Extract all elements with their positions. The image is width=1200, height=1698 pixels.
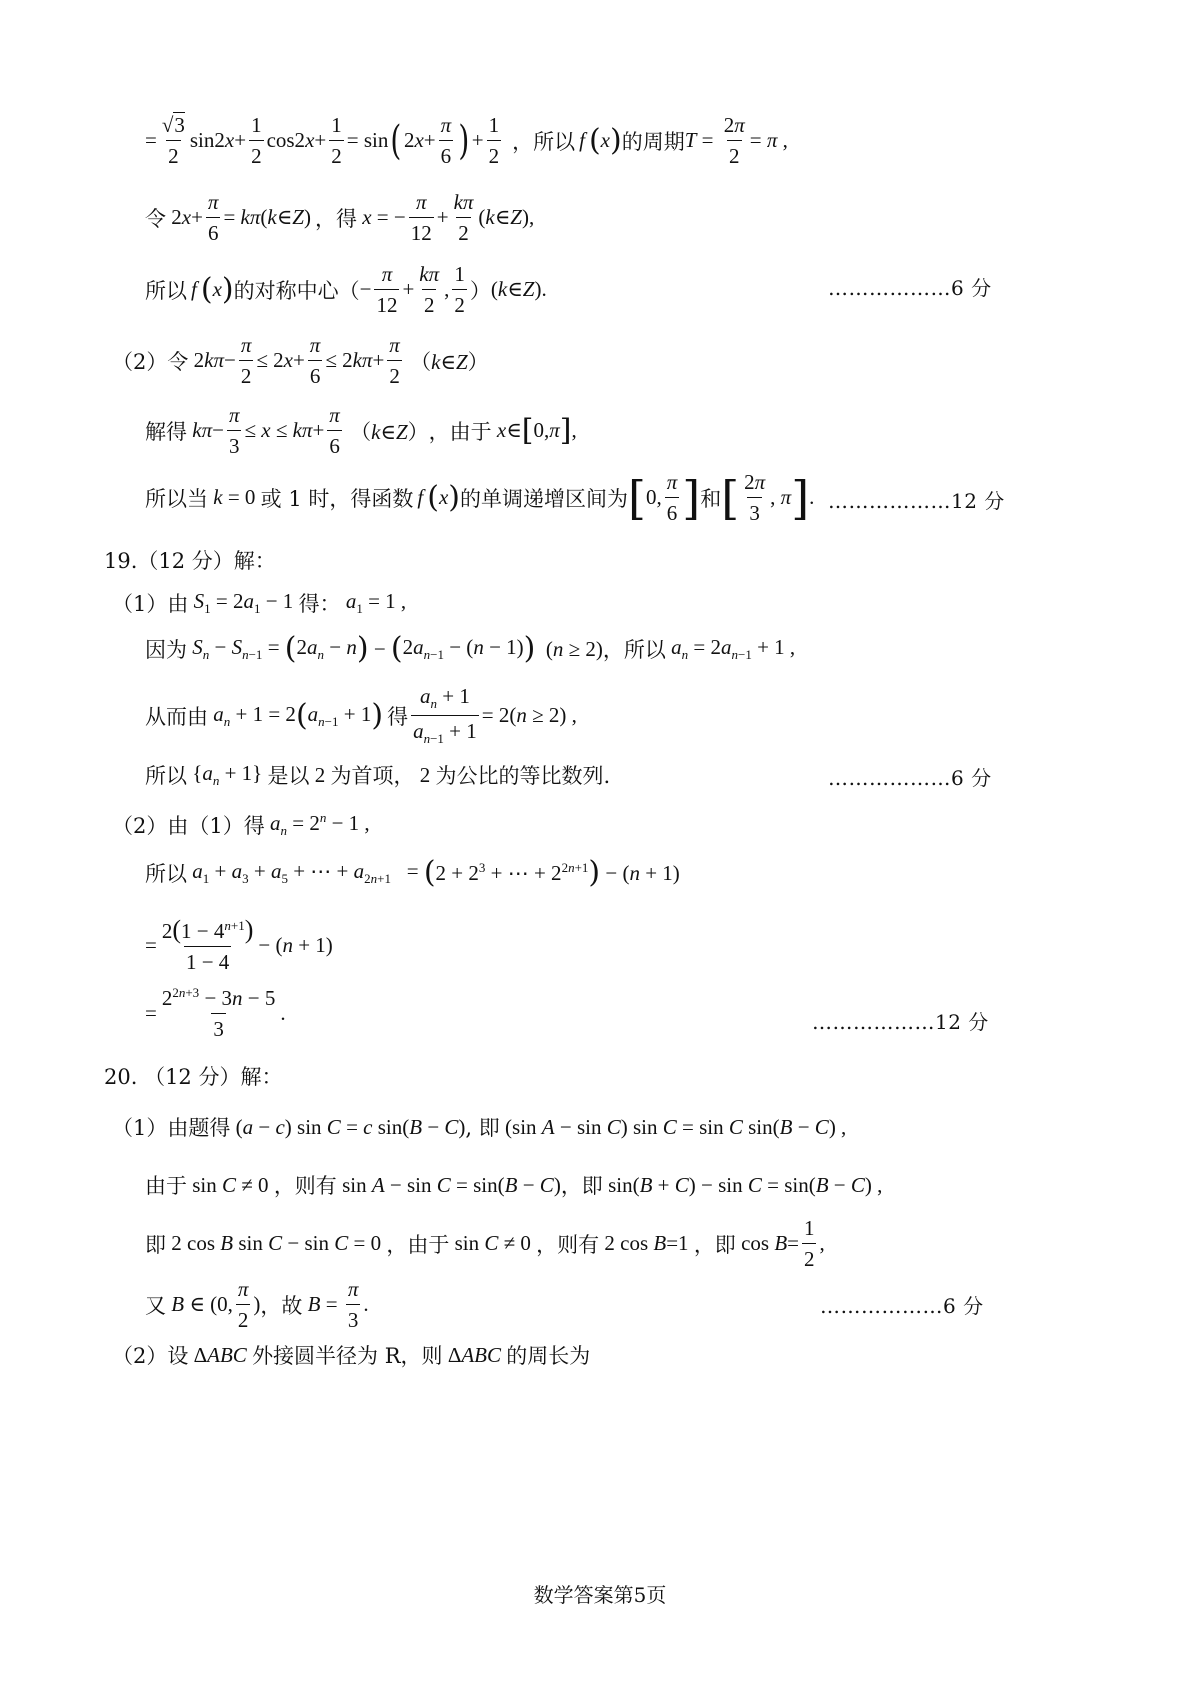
q20-line-5: （2）设 ΔABC 外接圆半径为 R，则 ΔABC 的周长为 [112,1340,590,1370]
text: ，则有 [536,1232,600,1257]
text: 得 [387,704,409,729]
page-footer: 数学答案第5页 [533,1583,667,1607]
score-mark: ………………6 分 [828,766,992,790]
q19-line-6: 所以 $a_1 + a_3 + a_5$ + ⋯ + $a_{2n+1}$ = ( $2 + 2^3$ + ⋯ + $2^{2n+1}$ ) − (n + 1) [145,855,680,890]
text: 的单调递增区间为 [460,486,628,511]
text: ） [469,278,491,303]
q19-line-7: = $\frac{2(1 - 4^{n+1})}{1 - 4}$ − (n + 1) [145,915,333,975]
q19-line-3: 从而由 $a_n + 1 = 2$ ( $a_{n-1} + 1$ ) 得 $\frac{a_n + 1}{a_{n-1} + 1}$ = 2(n ≥ 2) , [145,684,577,747]
q19-line-8: = $\frac{2^{2n+3} - 3n - 5}{3}$ . [145,985,286,1042]
q18-line-4: （2）令 2kπ− $\frac{\pi}{2}$ ≤ 2x+ $\frac{\pi}{6}$ ≤ 2kπ+ $\frac{\pi}{2}$ （k∈Z） [112,333,489,389]
text: 因为 [145,638,187,662]
text: 的周期 [621,129,685,154]
q19-line-2: 因为 $S_n - S_{n-1}$ = ( $2a_n - n$ ) − ( $2a_{n-1} - (n - 1)$ ) (n ≥ 2) ，所以 $a_n = 2a_{n-1} + 1$ , [145,631,796,666]
text: 令 [145,206,166,231]
part-label: （2）由（1）得 [112,814,265,838]
text: 的对称中心（ [233,278,360,303]
text: ，则有 [273,1174,337,1198]
part-label: （2）令 [112,349,189,374]
q20-line-4: 又 B ∈ (0, π 2 ) ，故 B = $\frac{\pi}{3}$ . [145,1277,369,1333]
q20-line-1: （1）由题得 (a − c) sin C = c sin(B − C) , 即 (sin A − sin C) sin C = sin C sin(B − C) , [112,1112,846,1142]
text: ，所以 [512,129,576,154]
text: 外接圆半径为 R，则 [252,1344,443,1368]
text: ，故 [260,1293,303,1318]
q19-line-1: （1）由 $S_1 = 2a_1 - 1$ 得： $a_1 = 1$ , [112,588,407,617]
text: ，即 [693,1232,736,1257]
text: 的周长为 [506,1344,591,1368]
text: ，由于 [386,1232,450,1257]
q20-heading: 20. （12 分）解： [104,1065,283,1089]
text: 为公比的等比数列. [435,764,611,788]
text: 即 [145,1232,166,1257]
part-label: （1）由 [112,592,189,616]
score-mark: ………………6 分 [828,276,992,300]
score-mark: ………………12 分 [828,489,1005,513]
fraction: $\frac{√3}{2}$ [161,113,185,169]
text: 所以 [145,862,187,886]
text: 解得 [145,419,187,444]
q19-line-5: （2）由（1）得 $a_n = 2^n - 1$ , [112,810,370,839]
q20-line-3: 即 2 cos B sin C − sin C = 0 ，由于 sin C ≠ 0 ，则有 2 cos B=1 ，即 cos B= $\frac{1}{2}$ , [145,1216,825,1272]
q18-line-1: = $\frac{√3}{2}$ sin2x+ $\frac{1}{2}$ cos2x+ $\frac{1}{2}$ = sin ( 2x+ $\frac{\pi}{6}$ ) + $\frac{1}{2}$ ，所以 f ( x ) 的周期 T = $\frac{2\pi}{2}$ = π , [145,113,788,169]
score-mark: ………………12 分 [812,1010,989,1034]
part-label: （2）设 [112,1344,189,1368]
text: ，由于 [428,419,492,444]
text: 所以当 [145,486,208,511]
text: , 即 [465,1116,500,1140]
text: 为首项， [330,764,415,788]
text: 得： [298,592,341,616]
text: 所以 [145,764,187,788]
text: ，得 [314,206,357,231]
text: 由于 [145,1174,187,1198]
text: 和 [700,486,722,511]
text: ，即 [560,1174,603,1198]
q18-line-3: 所以 f ( x ) 的对称中心（ − $\frac{\pi}{12}$ + $\frac{k\pi}{2}$ , 1 2 ） (k∈Z). [145,262,547,318]
text: 又 [145,1293,166,1318]
q18-line-2: 令 2x+ $\frac{\pi}{6}$ = kπ(k∈Z) ，得 x = − $\frac{\pi}{12}$ + $\frac{k\pi}{2}$ (k∈Z), [145,190,535,246]
text: 是以 [267,764,310,788]
q19-line-4: 所以 $\{a_n + 1\}$ 是以 2 为首项， 2 为公比的等比数列. [145,760,611,789]
text: 或 1 时，得函数 [260,486,414,511]
text: 所以 [145,278,187,303]
part-label: （1）由题得 [112,1116,231,1140]
text: 从而由 [145,704,208,729]
q19-heading: 19.（12 分）解： [104,549,276,573]
q18-line-6: 所以当 k = 0 或 1 时，得函数 f ( x ) 的单调递增区间为 [ 0, π 6 ] 和 [ 2π 3 , π ] . [145,470,815,526]
q18-line-5: 解得 kπ− $\frac{\pi}{3}$ ≤ x ≤ kπ+ $\frac{\pi}{6}$ （k∈Z） ，由于 x∈ [ 0,π ] , [145,403,577,459]
q20-line-2: 由于 sin C ≠ 0 ，则有 sin A − sin C = sin(B − C) ，即 sin(B + C) − sin C = sin(B − C) , [145,1170,882,1200]
text: ，所以 [602,638,666,662]
score-mark: ………………6 分 [820,1294,984,1318]
